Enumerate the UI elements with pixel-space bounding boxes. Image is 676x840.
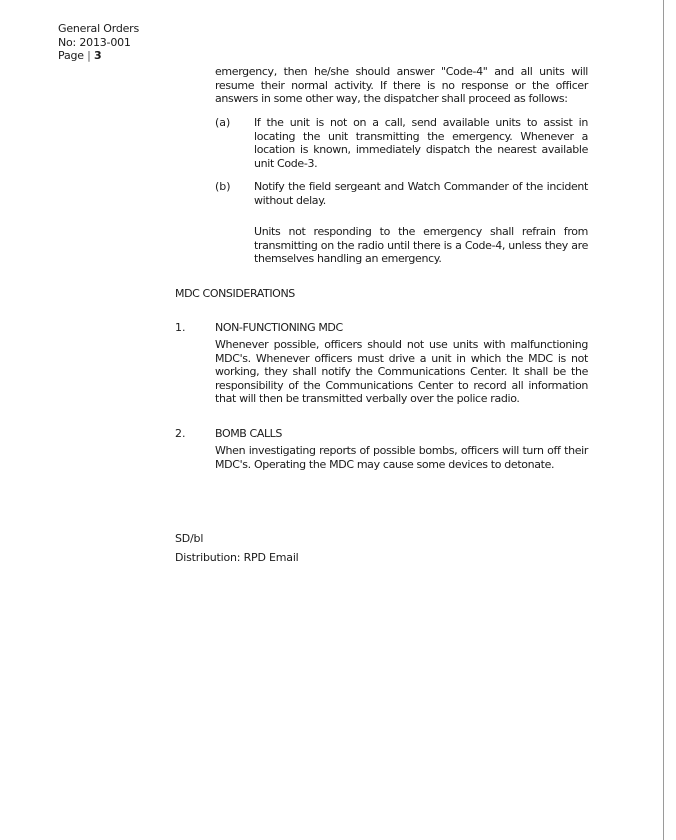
page-separator: |	[87, 49, 91, 62]
distribution-line: Distribution: RPD Email	[175, 551, 299, 564]
page-number: 3	[93, 49, 102, 62]
page-edge-divider	[663, 0, 664, 840]
units-note-paragraph: Units not responding to the emergency shall refrain from transmitting on the radio until there is a Code-4, unless they are themselves handling an emergency.	[254, 225, 588, 266]
subsection-body: Whenever possible, officers should not use units with malfunctioning MDC's. Whenever officers must drive a unit in which the MDC is not working, they shall notify the Communications Center. It shall be the responsibility of the Communications Center to record all information that will then be transmitted verbally over the police radio.	[215, 338, 588, 406]
subsection-title: NON-FUNCTIONING MDC	[215, 321, 343, 334]
subsection-body: When investigating reports of possible bombs, officers will turn off their MDC's. Operating the MDC may cause some devices to detonate.	[215, 444, 588, 471]
page-label: Page	[58, 49, 84, 62]
list-item-text: If the unit is not on a call, send available units to assist in locating the unit transmitting the emergency. Whenever a location is known, immediately dispatch the nearest available unit Code-3.	[254, 116, 588, 170]
subsection-title: BOMB CALLS	[215, 427, 282, 440]
document-header	[58, 22, 139, 63]
header-page-line	[58, 49, 139, 63]
author-initials: SD/bl	[175, 532, 204, 545]
list-item-label: (a)	[215, 116, 231, 129]
subsection-number: 1.	[175, 321, 186, 334]
subsection-number: 2.	[175, 427, 186, 440]
header-order-number: No: 2013-001	[58, 35, 131, 49]
section-heading: MDC CONSIDERATIONS	[175, 287, 295, 300]
intro-paragraph: emergency, then he/she should answer "Code-4" and all units will resume their normal activity. If there is no response or the officer answers in some other way, the dispatcher shall proceed as follows:	[215, 65, 588, 106]
header-title: General Orders	[58, 22, 140, 35]
list-item-text: Notify the field sergeant and Watch Commander of the incident without delay.	[254, 180, 588, 207]
list-item-label: (b)	[215, 180, 231, 193]
